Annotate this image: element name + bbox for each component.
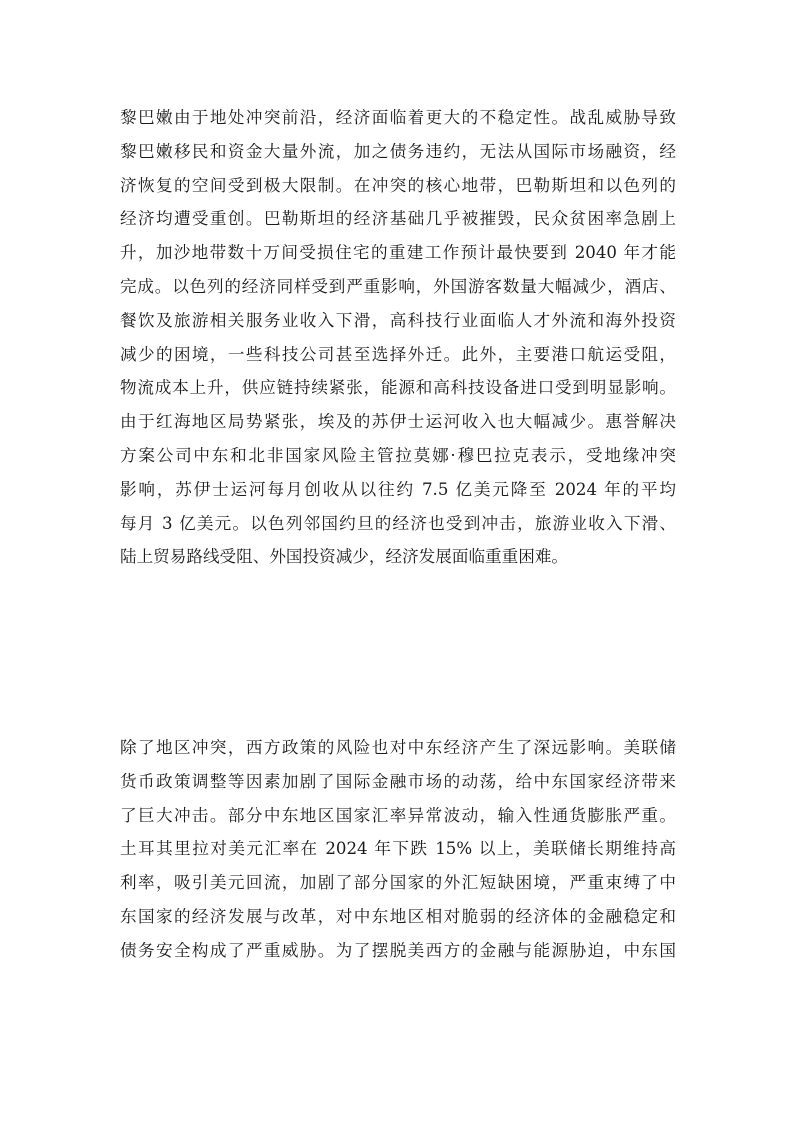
- paragraph-line: 债务安全构成了严重威胁。为了摆脱美西方的金融与能源胁迫，中东国: [120, 940, 676, 960]
- paragraph-line: 减少的困境，一些科技公司甚至选择外迁。此外，主要港口航运受阻，: [120, 344, 676, 364]
- paragraph-line: 物流成本上升，供应链持续紧张，能源和高科技设备进口受到明显影响。: [120, 378, 676, 398]
- paragraph-line: 餐饮及旅游相关服务业收入下滑，高科技行业面临人才外流和海外投资: [120, 310, 676, 330]
- paragraph-line: 东国家的经济发展与改革，对中东地区相对脆弱的经济体的金融稳定和: [120, 906, 676, 926]
- paragraph-line: 黎巴嫩由于地处冲突前沿，经济面临着更大的不稳定性。战乱威胁导致: [120, 108, 676, 127]
- paragraph-line: 陆上贸易路线受阻、外国投资减少，经济发展面临重重困难。: [120, 547, 569, 567]
- paragraph-line: 货币政策调整等因素加剧了国际金融市场的动荡，给中东国家经济带来: [120, 771, 676, 791]
- paragraph-line: 土耳其里拉对美元汇率在 2024 年下跌 15% 以上，美联储长期维持高: [120, 839, 676, 859]
- paragraph-line: 由于红海地区局势紧张，埃及的苏伊士运河收入也大幅减少。惠誉解决: [120, 412, 676, 432]
- paragraph-line: 除了地区冲突，西方政策的风险也对中东经济产生了深远影响。美联储: [120, 738, 676, 757]
- paragraph-line: 方案公司中东和北非国家风险主管拉莫娜·穆巴拉克表示，受地缘冲突: [120, 445, 676, 465]
- paragraph-line: 利率，吸引美元回流，加剧了部分国家的外汇短缺困境，严重束缚了中: [120, 873, 676, 893]
- paragraph-line: 黎巴嫩移民和资金大量外流，加之债务违约，无法从国际市场融资，经: [120, 141, 676, 161]
- paragraph-line: 经济均遭受重创。巴勒斯坦的经济基础几乎被摧毁，民众贫困率急剧上: [120, 209, 676, 229]
- paragraph-line: 济恢复的空间受到极大限制。在冲突的核心地带，巴勒斯坦和以色列的: [120, 175, 676, 195]
- paragraph-2: [120, 731, 676, 968]
- paragraph-line: 升，加沙地带数十万间受损住宅的重建工作预计最快要到 2040 年才能: [120, 243, 676, 263]
- paragraph-1: [120, 101, 676, 574]
- paragraph-line: 影响，苏伊士运河每月创收从以往约 7.5 亿美元降至 2024 年的平均: [120, 479, 676, 499]
- paragraph-line: 完成。以色列的经济同样受到严重影响，外国游客数量大幅减少，酒店、: [120, 276, 676, 296]
- paragraph-line: 每月 3 亿美元。以色列邻国约旦的经济也受到冲击，旅游业收入下滑、: [120, 513, 676, 533]
- paragraph-line: 了巨大冲击。部分中东地区国家汇率异常波动，输入性通货膨胀严重。: [120, 805, 676, 825]
